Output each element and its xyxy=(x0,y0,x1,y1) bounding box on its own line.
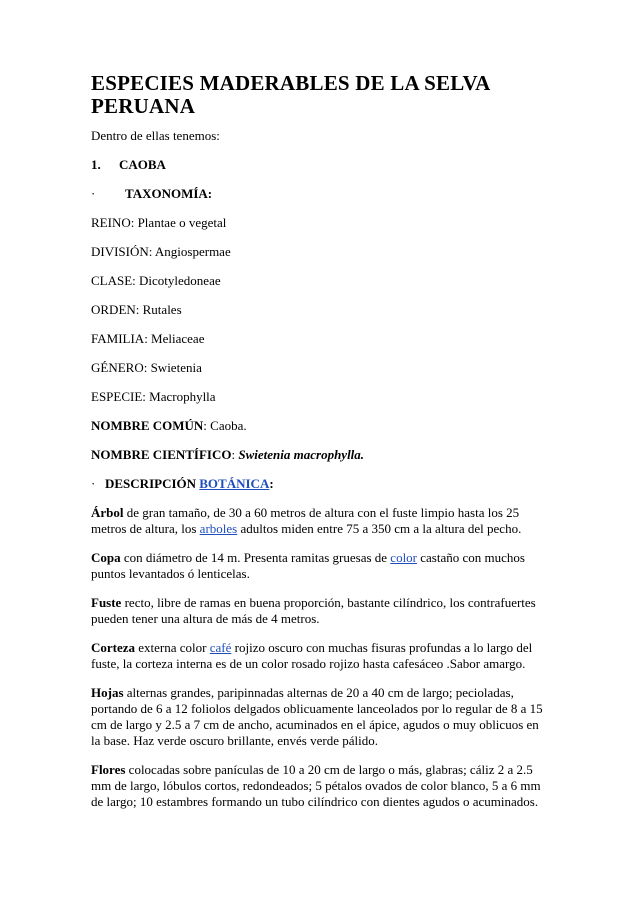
corteza-text-2: rojizo oscuro con muchas fisuras profundas a lo largo del fuste, la corteza interna es de un color rosado rojizo hasta cafesáceo .Sabor amargo. xyxy=(91,640,533,671)
section-number: 1. xyxy=(91,157,101,172)
fuste-label: Fuste xyxy=(91,595,122,610)
scientific-name xyxy=(91,447,551,463)
common-name-label: NOMBRE COMÚN xyxy=(91,418,204,433)
flores-label: Flores xyxy=(91,762,126,777)
taxonomy-row-division: DIVISIÓN: Angiospermae xyxy=(91,244,231,259)
botanica-link[interactable]: BOTÁNICA xyxy=(199,476,270,491)
common-name xyxy=(91,418,551,434)
arbol-paragraph xyxy=(91,505,551,537)
page-title: ESPECIES MADERABLES DE LA SELVA PERUANA xyxy=(91,71,490,118)
description-heading-label: DESCRIPCIÓN xyxy=(105,476,197,491)
corteza-paragraph xyxy=(91,640,551,672)
arbol-label: Árbol xyxy=(91,505,124,520)
common-name-value: Caoba. xyxy=(210,418,247,433)
taxonomy-row-orden: ORDEN: Rutales xyxy=(91,302,182,317)
description-heading xyxy=(91,476,551,492)
flores-paragraph xyxy=(91,762,551,810)
taxonomy-row-familia: FAMILIA: Meliaceae xyxy=(91,331,205,346)
copa-label: Copa xyxy=(91,550,121,565)
fuste-paragraph xyxy=(91,595,551,627)
bullet-icon: · xyxy=(91,476,96,491)
corteza-text-1: externa color xyxy=(135,640,210,655)
flores-text: colocadas sobre panículas de 10 a 20 cm de largo o más, glabras; cáliz 2 a 2.5 mm de largo, lóbulos cortos, redondeados; 5 pétalos ovados de color blanco, 5 a 6 mm de largo; 10 estambres formando un tubo cilíndrico con dientes agudos o acuminados. xyxy=(91,762,541,809)
arboles-link[interactable]: arboles xyxy=(199,521,238,536)
taxonomy-row-genero: GÉNERO: Swietenia xyxy=(91,360,202,375)
bullet-icon: · xyxy=(91,186,96,201)
arbol-text-1: de gran tamaño, de 30 a 60 metros de altura con el fuste limpio hasta los 25 metros de altura, los xyxy=(91,505,520,536)
taxonomy-heading xyxy=(91,186,551,202)
taxonomy-row-especie: ESPECIE: Macrophylla xyxy=(91,389,216,404)
arbol-text-2: adultos miden entre 75 a 350 cm a la altura del pecho. xyxy=(237,521,522,536)
hojas-paragraph xyxy=(91,685,551,749)
corteza-label: Corteza xyxy=(91,640,136,655)
description-colon: : xyxy=(269,476,274,491)
scientific-name-value: Swietenia macrophylla. xyxy=(238,447,365,462)
taxonomy-heading-label: TAXONOMÍA: xyxy=(125,186,213,201)
section-heading-caoba xyxy=(91,157,551,173)
taxonomy-row-reino: REINO: Plantae o vegetal xyxy=(91,215,227,230)
document-page xyxy=(91,72,551,823)
copa-paragraph xyxy=(91,550,551,582)
copa-text-2: castaño con muchos puntos levantados ó lenticelas. xyxy=(91,550,525,581)
color-link[interactable]: color xyxy=(390,550,418,565)
hojas-label: Hojas xyxy=(91,685,124,700)
section-name: CAOBA xyxy=(119,157,166,172)
scientific-name-sep: : xyxy=(231,447,239,462)
common-name-sep: : xyxy=(203,418,211,433)
hojas-text: alternas grandes, paripinnadas alternas de 20 a 40 cm de largo; pecioladas, portando de 6 a 12 foliolos delgados oblicuamente lanceolados por lo regular de 8 a 15 cm de largo y 2.5 a 7 cm de ancho, acuminados en el ápice, agudos o muy oblicuos en la base. Haz verde oscuro brillante, envés verde pálido. xyxy=(91,685,543,748)
scientific-name-label: NOMBRE CIENTÍFICO xyxy=(91,447,232,462)
copa-text-1: con diámetro de 14 m. Presenta ramitas gruesas de xyxy=(120,550,391,565)
cafe-link[interactable]: café xyxy=(209,640,232,655)
intro-text: Dentro de ellas tenemos: xyxy=(91,128,220,143)
taxonomy-row-clase: CLASE: Dicotyledoneae xyxy=(91,273,221,288)
fuste-text: recto, libre de ramas en buena proporción, bastante cilíndrico, los contrafuertes pueden tener una altura de más de 4 metros. xyxy=(91,595,536,626)
